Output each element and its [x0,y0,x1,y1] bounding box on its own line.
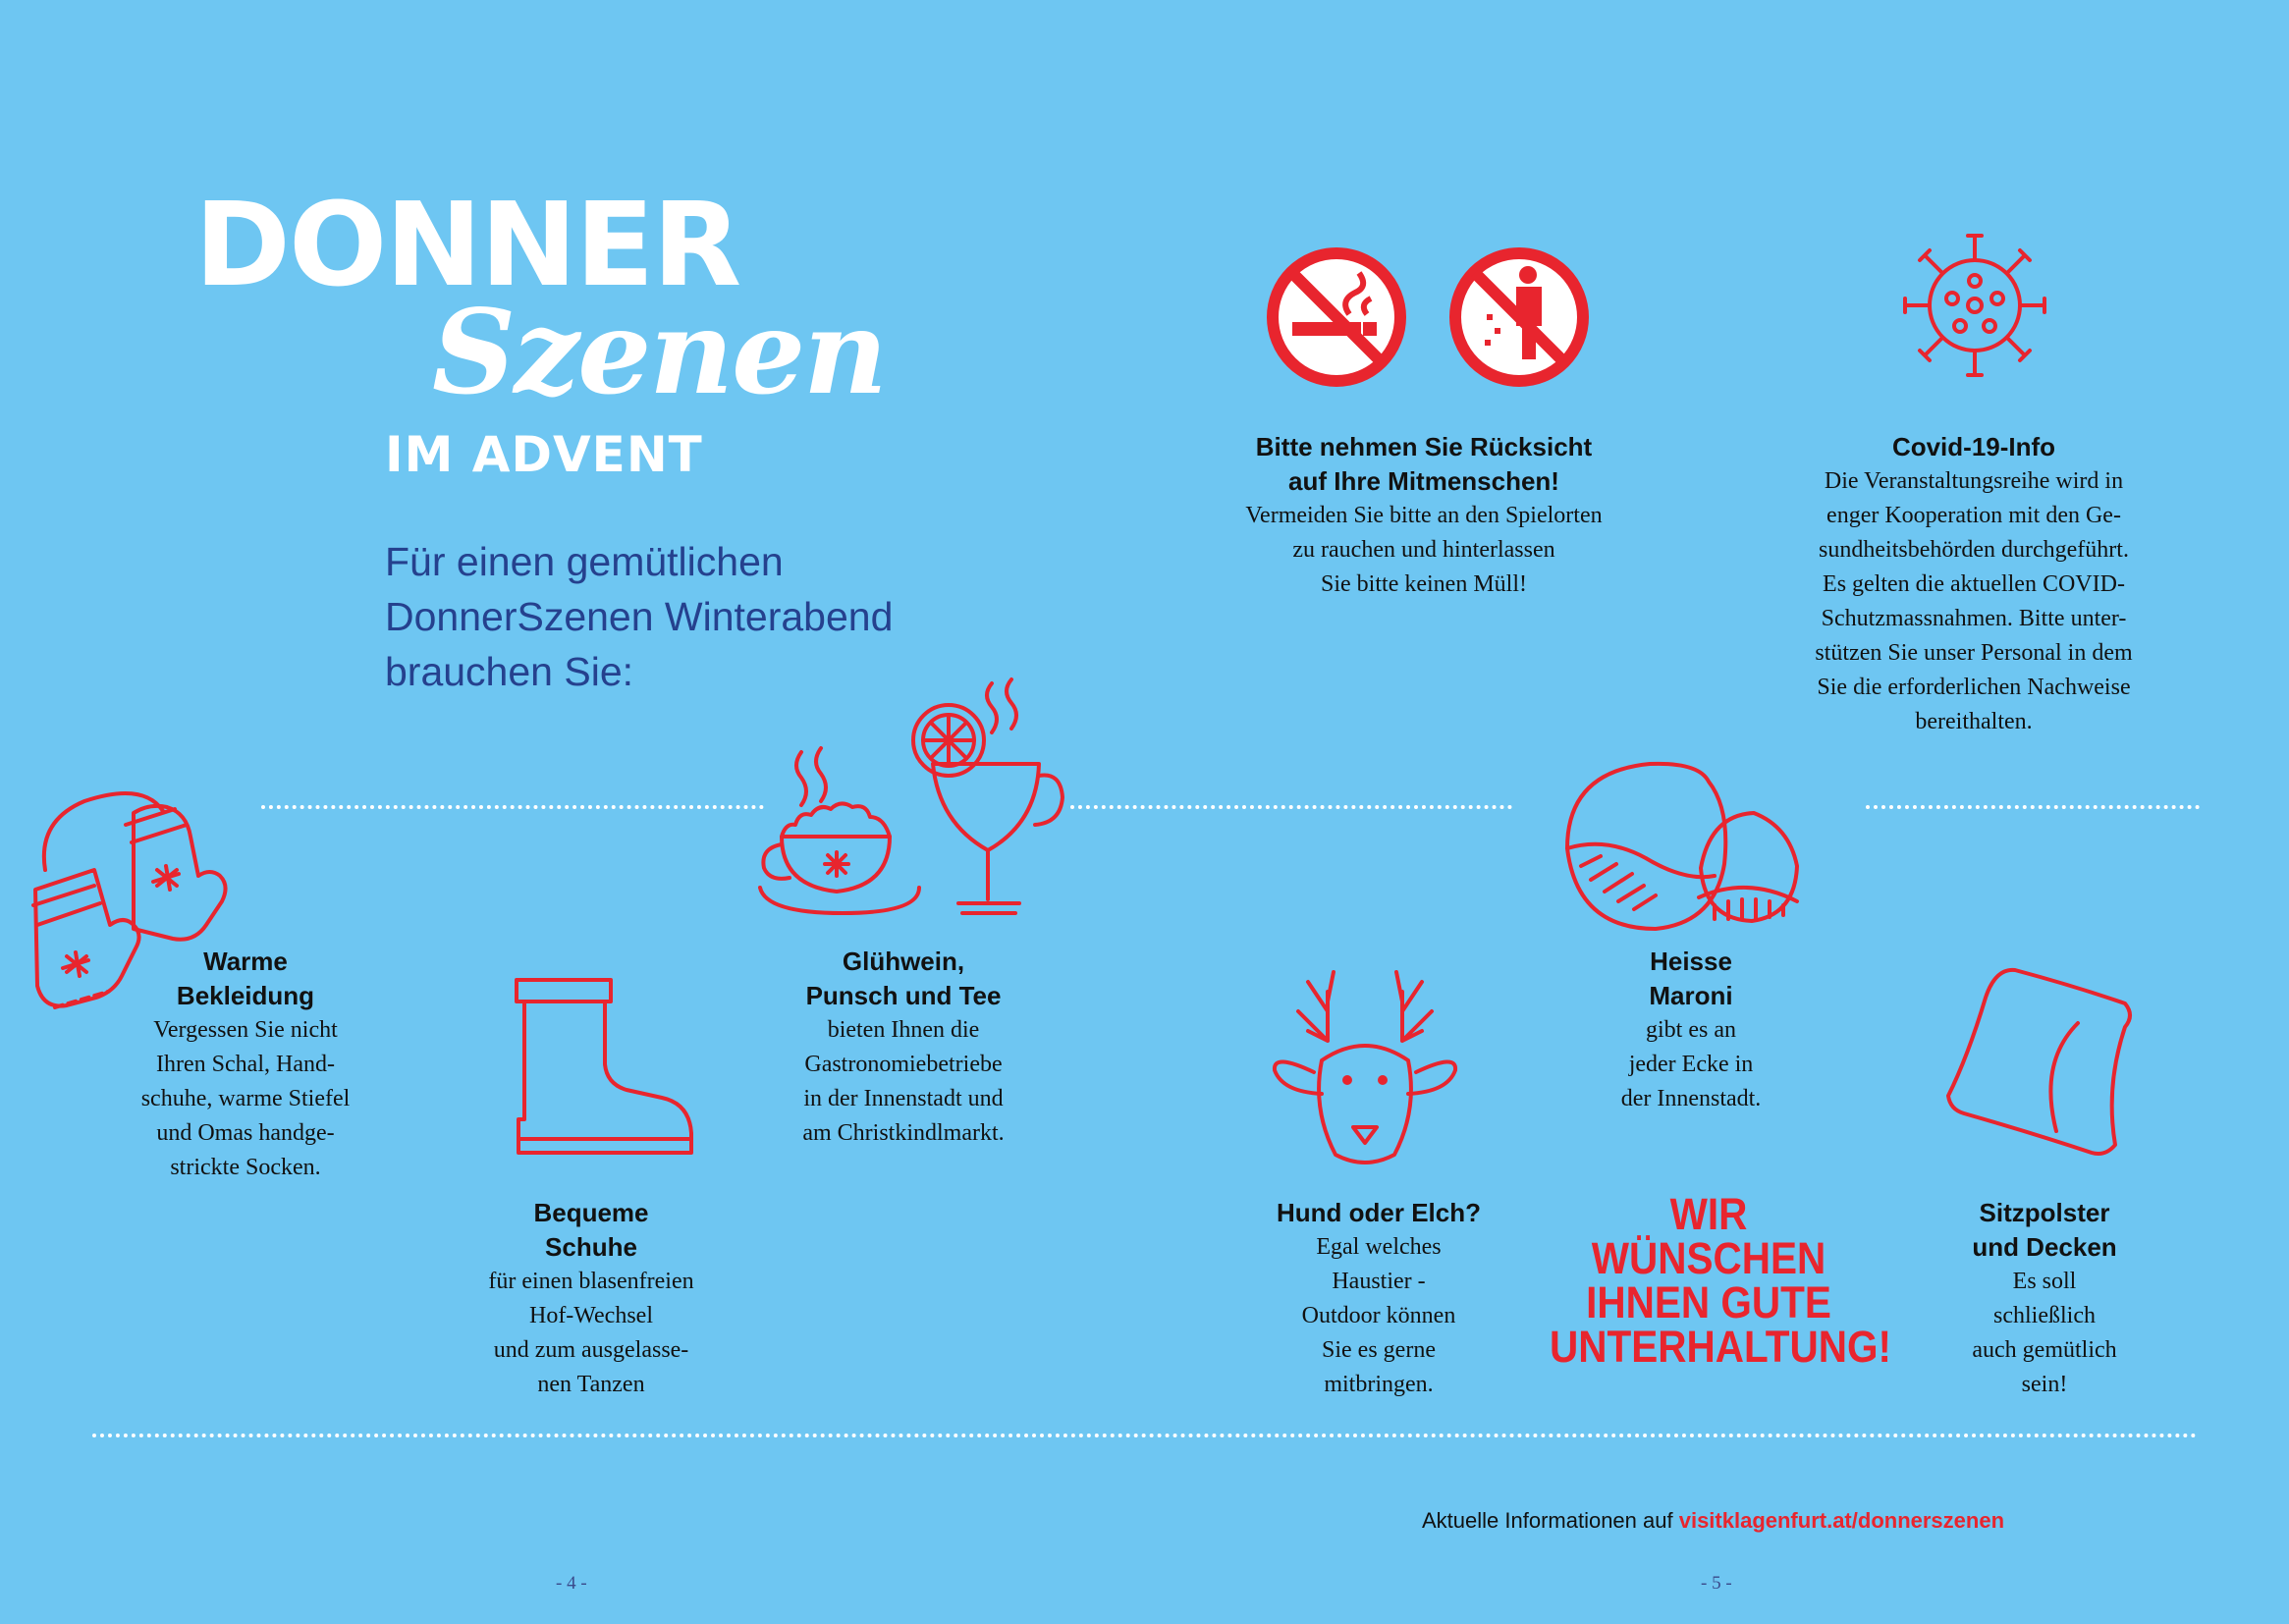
footer-link[interactable]: visitklagenfurt.at/donnerszenen [1678,1508,2005,1533]
divider-dots [261,805,764,809]
virus-icon [1891,222,2058,389]
covid-heading: Covid-19-Info [1891,432,2056,461]
footer-info: Aktuelle Informationen auf visitklagenfurt.at/donnerszenen [1422,1508,2005,1533]
boot-icon [507,972,683,1168]
item-shoes [454,1196,729,1402]
item-drinks [766,945,1041,1151]
title-donner: DONNER [194,177,740,312]
item-heading: Hund oder Elch? [1277,1198,1481,1227]
item-heading: Warme Bekleidung [176,947,315,1010]
chestnuts-icon [1561,758,1819,935]
covid-block [1787,430,2160,739]
item-cushions [1907,1196,2182,1402]
divider-dots [1070,805,1512,809]
notice-body: Vermeiden Sie bitte an den Spielorten zu rauchen und hinterlassen Sie bitte keinen Müll! [1245,503,1603,597]
intro-text: Für einen gemütlichen DonnerSzenen Winterabend brauchen Sie: [385,539,894,694]
item-pets [1241,1196,1516,1402]
item-heading: Glühwein, Punsch und Tee [805,947,1002,1010]
wish-text: WIR WÜNSCHEN IHNEN GUTE UNTERHALTUNG! [1550,1189,1891,1372]
item-chestnuts [1553,945,1828,1116]
item-body: Es soll schließlich auch gemütlich sein! [1972,1269,2117,1397]
item-body: Vergessen Sie nicht Ihren Schal, Hand- schuhe, warme Stiefel und Omas handge- strickte Socken. [140,1017,351,1180]
item-heading: Bequeme Schuhe [533,1198,649,1262]
title-szenen: Szenen [432,284,886,420]
notice-block [1188,430,1660,602]
item-body: gibt es an jeder Ecke in der Innenstadt. [1620,1017,1762,1111]
divider-dots [92,1434,2198,1437]
coffee-cup-icon [756,742,913,919]
no-littering-icon [1447,245,1591,389]
covid-body: Die Veranstaltungsreihe wird in enger Kooperation mit den Ge- sundheitsbehörden durchgeführt. Es gelten die aktuellen COVID- Schutzmassnahmen. Bitte unter- stützen Sie unser Personal in dem Sie die erforderlichen Nachweise bereithalten. [1815,468,2133,734]
item-clothing [108,945,383,1185]
item-body: bieten Ihnen die Gastronomiebetriebe in der Innenstadt und am Christkindlmarkt. [802,1017,1005,1146]
deer-icon [1269,962,1465,1168]
no-smoking-icon [1265,245,1408,389]
page-number-left: - 4 - [556,1573,587,1594]
pillow-icon [1931,964,2147,1161]
divider-dots [1866,805,2200,809]
item-heading: Heisse Maroni [1649,947,1733,1010]
title-im-advent: IM ADVENT [385,426,703,483]
item-heading: Sitzpolster und Decken [1972,1198,2117,1262]
item-body: für einen blasenfreien Hof-Wechsel und zum ausgelasse- nen Tanzen [488,1269,694,1397]
item-body: Egal welches Haustier - Outdoor können Sie es gerne mitbringen. [1301,1234,1456,1397]
page-number-right: - 5 - [1701,1573,1732,1594]
mulled-wine-icon [903,668,1061,923]
notice-heading: Bitte nehmen Sie Rücksicht auf Ihre Mitmenschen! [1255,432,1593,496]
